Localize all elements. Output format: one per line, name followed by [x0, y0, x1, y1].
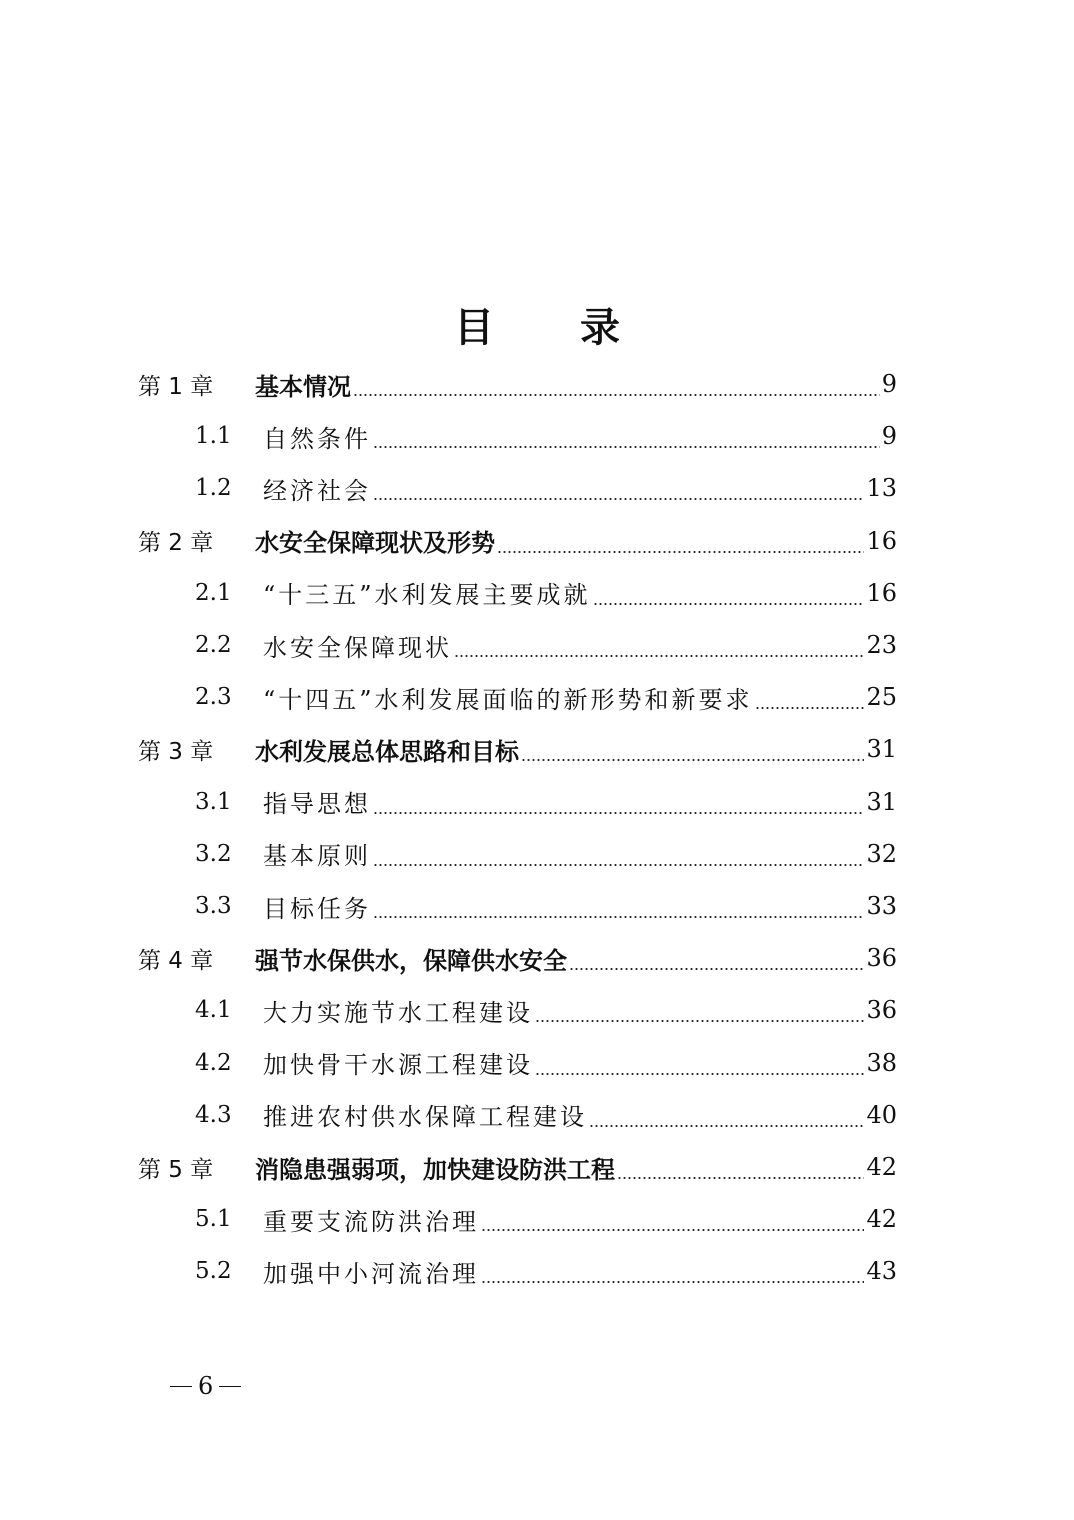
toc-entry-label: 基本情况	[255, 372, 351, 401]
toc-chapter-row[interactable]	[138, 515, 897, 567]
toc-entry-page: 13	[866, 474, 897, 503]
toc-entry-number: 4.3	[195, 1101, 232, 1128]
toc-entry-label: 重要支流防洪治理	[263, 1207, 479, 1236]
toc-entry-page: 9	[881, 370, 897, 398]
toc-section-row[interactable]	[195, 462, 897, 514]
toc-entry-label: 强节水保供水，保障供水安全	[255, 946, 567, 975]
toc-entry-number: 1.2	[195, 475, 232, 502]
toc-entry-number: 第 2 章	[138, 530, 214, 557]
toc-entry-page: 23	[866, 631, 897, 659]
toc-entry-page: 42	[866, 1153, 897, 1181]
toc-entry-label: 目标任务	[263, 894, 371, 923]
toc-section-row[interactable]	[195, 1037, 897, 1089]
toc-entry-page: 42	[866, 1205, 897, 1234]
toc-entry-label: 水利发展总体思路和目标	[255, 737, 519, 766]
toc-entry-label: 经济社会	[263, 476, 371, 505]
toc-entry-number: 5.2	[195, 1258, 232, 1285]
page-footer	[164, 1368, 247, 1404]
toc-dot-leader	[521, 759, 864, 761]
toc-dot-leader	[481, 1281, 864, 1283]
toc-entry-label: 消隐患强弱项，加快建设防洪工程	[255, 1155, 615, 1184]
toc-section-row[interactable]	[195, 880, 897, 932]
toc-entry-label: 水安全保障现状及形势	[255, 529, 495, 558]
toc-title: 目 录	[454, 305, 656, 351]
toc-entry-page: 40	[866, 1100, 897, 1129]
toc-chapter-row[interactable]	[138, 932, 897, 984]
toc-entry-label: 大力实施节水工程建设	[263, 998, 533, 1027]
toc-entry-number: 2.2	[195, 632, 232, 658]
toc-section-row[interactable]	[195, 1193, 897, 1245]
toc-dot-leader	[373, 916, 864, 918]
toc-entry-page: 9	[881, 422, 897, 451]
toc-chapter-row[interactable]	[138, 358, 897, 410]
toc-entry-label: 指导思想	[263, 790, 371, 819]
toc-dot-leader	[454, 655, 864, 657]
toc-section-row[interactable]	[195, 1089, 897, 1141]
toc-section-row[interactable]	[195, 1245, 897, 1297]
toc-dot-leader	[755, 707, 865, 709]
toc-chapter-row[interactable]	[138, 1141, 897, 1193]
toc-entry-page: 36	[866, 996, 897, 1025]
toc-entry-number: 3.3	[195, 893, 232, 919]
toc-entry-label: 自然条件	[263, 424, 371, 453]
toc-entry-page: 36	[866, 944, 897, 973]
footer-dash-left	[170, 1386, 192, 1387]
toc-dot-leader	[617, 1177, 864, 1179]
toc-entry-label: 基本原则	[263, 842, 371, 871]
toc-entry-label: 水安全保障现状	[263, 633, 452, 662]
toc-dot-leader	[497, 551, 864, 553]
toc-entry-number: 4.1	[195, 997, 232, 1024]
toc-section-row[interactable]	[195, 410, 897, 462]
toc-dot-leader	[373, 446, 880, 448]
toc-entry-page: 38	[866, 1048, 897, 1077]
toc-entry-number: 2.3	[195, 684, 232, 711]
toc-entry-number: 2.1	[195, 579, 232, 606]
toc-dot-leader	[589, 1125, 864, 1127]
toc-entry-page: 33	[866, 892, 897, 920]
toc-entry-number: 第 4 章	[138, 947, 214, 974]
toc-dot-leader	[373, 864, 864, 866]
toc-dot-leader	[353, 394, 880, 396]
toc-entry-number: 1.1	[195, 423, 232, 450]
footer-dash-right	[219, 1386, 241, 1387]
toc-dot-leader	[535, 1073, 864, 1075]
toc-entry-number: 第 5 章	[138, 1156, 214, 1183]
toc-dot-leader	[373, 812, 864, 814]
toc-entry-number: 4.2	[195, 1049, 232, 1076]
toc-entry-number: 第 1 章	[138, 373, 214, 400]
toc-entry-page: 31	[866, 735, 897, 764]
toc-entry-number: 5.1	[195, 1206, 232, 1233]
toc-entry-number: 3.2	[195, 840, 232, 867]
toc-dot-leader	[593, 603, 865, 605]
toc-section-row[interactable]	[195, 776, 897, 828]
toc-dot-leader	[569, 968, 864, 970]
toc-dot-leader	[535, 1020, 864, 1022]
toc-chapter-row[interactable]	[138, 723, 897, 775]
toc-entry-label: 加快骨干水源工程建设	[263, 1051, 533, 1080]
toc-section-row[interactable]	[195, 567, 897, 619]
toc-entry-label: “十四五”水利发展面临的新形势和新要求	[263, 685, 753, 714]
toc-entry-number: 3.1	[195, 788, 232, 815]
toc-entry-number: 第 3 章	[138, 738, 214, 765]
toc-section-row[interactable]	[195, 619, 897, 671]
toc-entry-page: 25	[866, 683, 897, 712]
toc-dot-leader	[481, 1229, 864, 1231]
toc-entry-page: 32	[866, 839, 897, 868]
toc-entry-label: 加强中小河流治理	[263, 1259, 479, 1288]
toc-section-row[interactable]	[195, 984, 897, 1036]
toc-section-row[interactable]	[195, 828, 897, 880]
toc-entry-label: “十三五”水利发展主要成就	[263, 581, 591, 610]
toc-dot-leader	[373, 498, 864, 500]
toc-entry-page: 43	[866, 1257, 897, 1286]
toc-entry-page: 16	[866, 526, 897, 555]
toc-entry-label: 推进农村供水保障工程建设	[263, 1103, 587, 1132]
footer-page-number: 6	[198, 1372, 214, 1400]
toc-entry-page: 31	[866, 787, 897, 816]
toc-entry-page: 16	[866, 578, 897, 607]
toc-section-row[interactable]	[195, 671, 897, 723]
